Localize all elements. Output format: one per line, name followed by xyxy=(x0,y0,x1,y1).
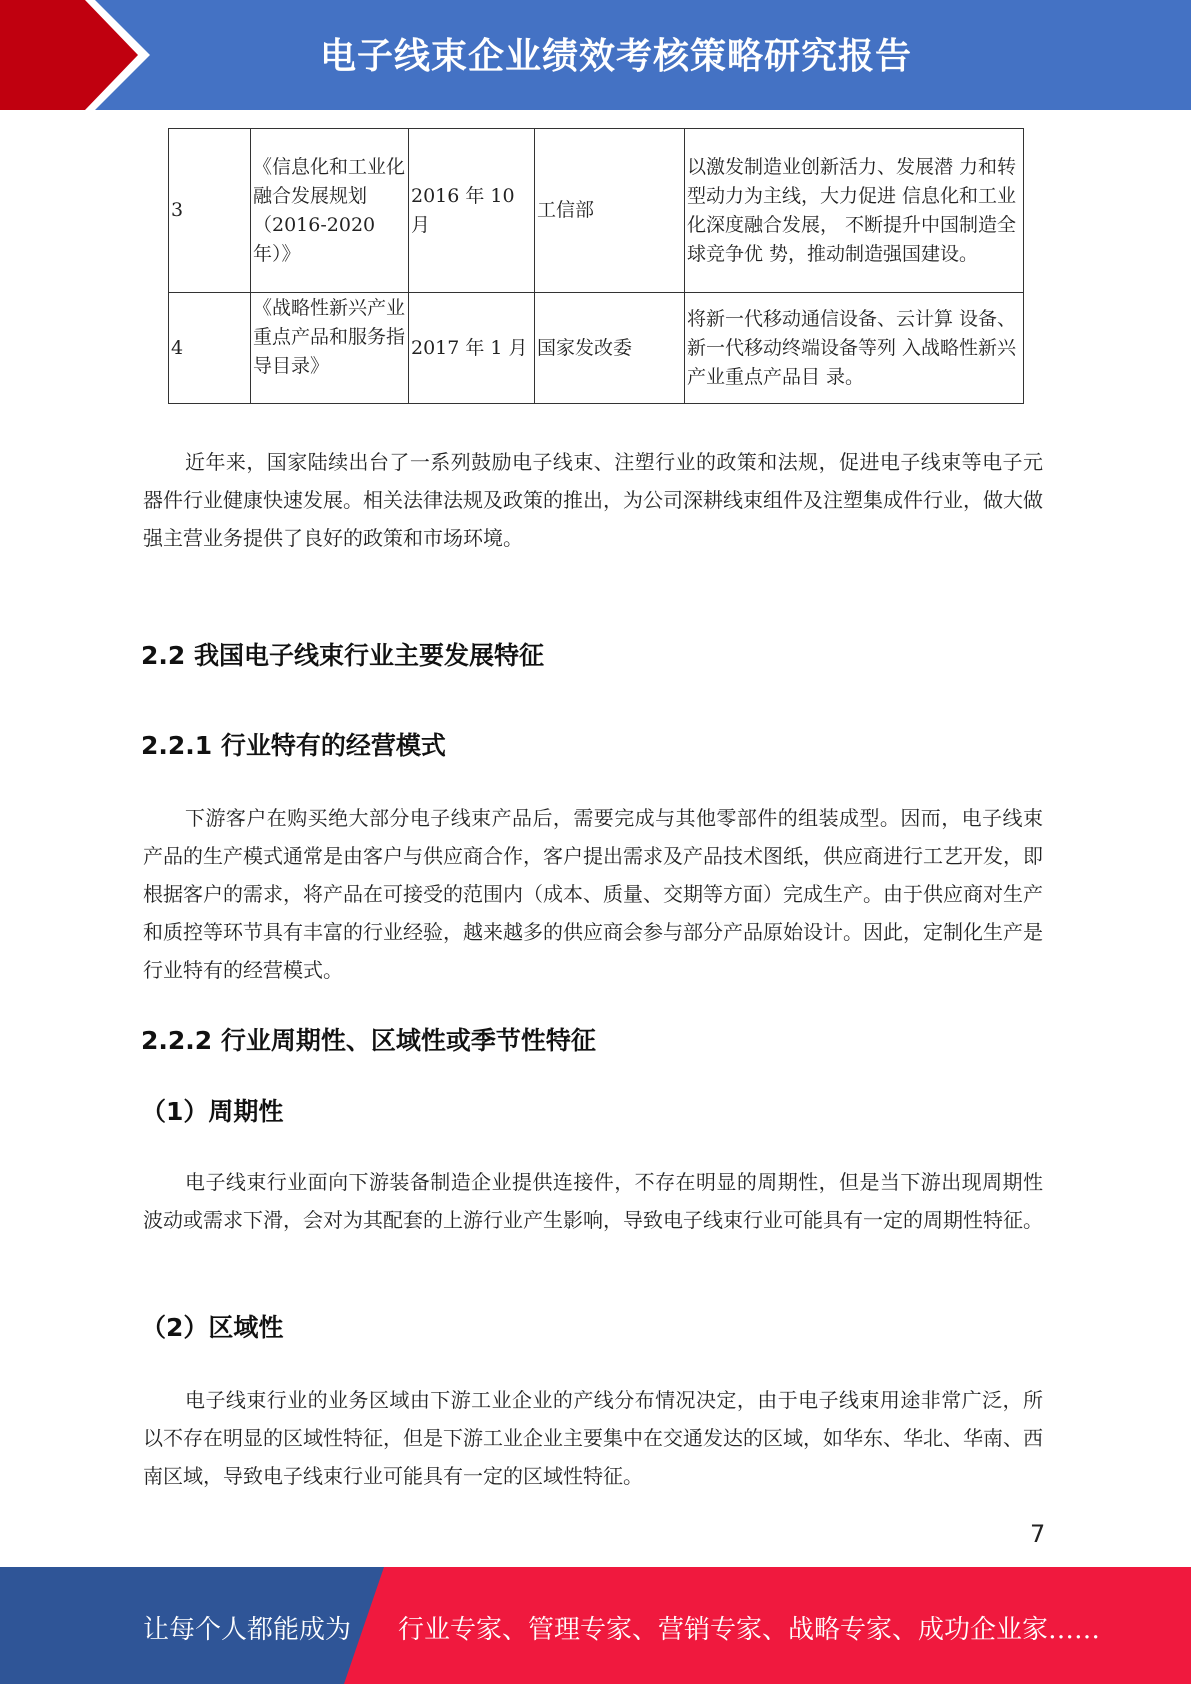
section-heading-2-2-2: 2.2.2 行业周期性、区域性或季节性特征 xyxy=(141,1026,596,1055)
policy-date: 2016 年 10 月 xyxy=(409,129,535,293)
regional-paragraph: 电子线束行业的业务区域由下游工业企业的产线分布情况决定，由于电子线束用途非常广泛，所以不存在明显的区域性特征，但是下游工业企业主要集中在交通发达的区域，如华东、华北、华南、西南区域，导致电子线束行业可能具有一定的区域性特征。 xyxy=(143,1388,1043,1488)
intro-paragraph: 近年来，国家陆续出台了一系列鼓励电子线束、注塑行业的政策和法规，促进电子线束等电子元器件行业健康快速发展。相关法律法规及政策的推出，为公司深耕线束组件及注塑集成件行业，做大做强主营业务提供了良好的政策和市场环境。 xyxy=(143,450,1043,550)
section-heading-2-2: 2.2 我国电子线束行业主要发展特征 xyxy=(141,641,544,670)
section-heading-2-2-1: 2.2.1 行业特有的经营模式 xyxy=(141,731,446,760)
policy-department: 工信部 xyxy=(535,129,685,293)
page-number: 7 xyxy=(1030,1520,1046,1548)
footer-slogan: 让每个人都能成为 xyxy=(143,1615,352,1645)
policy-department: 国家发改委 xyxy=(535,293,685,404)
cyclical-paragraph: 电子线束行业面向下游装备制造企业提供连接件，不存在明显的周期性，但是当下游出现周期性波动或需求下滑，会对为其配套的上游行业产生影响，导致电子线束行业可能具有一定的周期性特征。 xyxy=(143,1170,1043,1232)
page-footer xyxy=(0,1567,1191,1684)
table-row xyxy=(169,293,1024,404)
policy-content: 以激发制造业创新活力、发展潜 力和转型动力为主线，大力促进 信息化和工业化深度融合发展， 不断提升中国制造全球竞争优 势，推动制造强国建设。 xyxy=(685,129,1024,293)
policy-content: 将新一代移动通信设备、云计算 设备、新一代移动终端设备等列 入战略性新兴产业重点产品目 录。 xyxy=(685,293,1024,404)
policy-name: 《信息化和工业化融合发展规划（2016-2020 年）》 xyxy=(251,129,409,293)
business-model-paragraph: 下游客户在购买绝大部分电子线束产品后，需要完成与其他零部件的组装成型。因而，电子线束产品的生产模式通常是由客户与供应商合作，客户提出需求及产品技术图纸，供应商进行工艺开发，即根据客户的需求，将产品在可接受的范围内（成本、质量、交期等方面）完成生产。由于供应商对生产和质控等环节具有丰富的行业经验，越来越多的供应商会参与部分产品原始设计。因此，定制化生产是行业特有的经营模式。 xyxy=(143,806,1043,982)
row-number: 3 xyxy=(169,129,251,293)
table-row xyxy=(169,129,1024,293)
cyclical-heading: （1）周期性 xyxy=(141,1097,284,1126)
row-number: 4 xyxy=(169,293,251,404)
footer-roles: 行业专家、管理专家、营销专家、战略专家、成功企业家…… xyxy=(398,1615,1101,1645)
report-title: 电子线束企业绩效考核策略研究报告 xyxy=(320,36,913,77)
regional-heading: （2）区域性 xyxy=(141,1313,284,1342)
header-chevron-icon xyxy=(0,0,150,110)
policy-table xyxy=(168,128,1024,404)
policy-date: 2017 年 1 月 xyxy=(409,293,535,404)
page-header xyxy=(0,0,1191,110)
policy-name: 《战略性新兴产业重点产品和服务指导目录》 xyxy=(251,293,409,404)
